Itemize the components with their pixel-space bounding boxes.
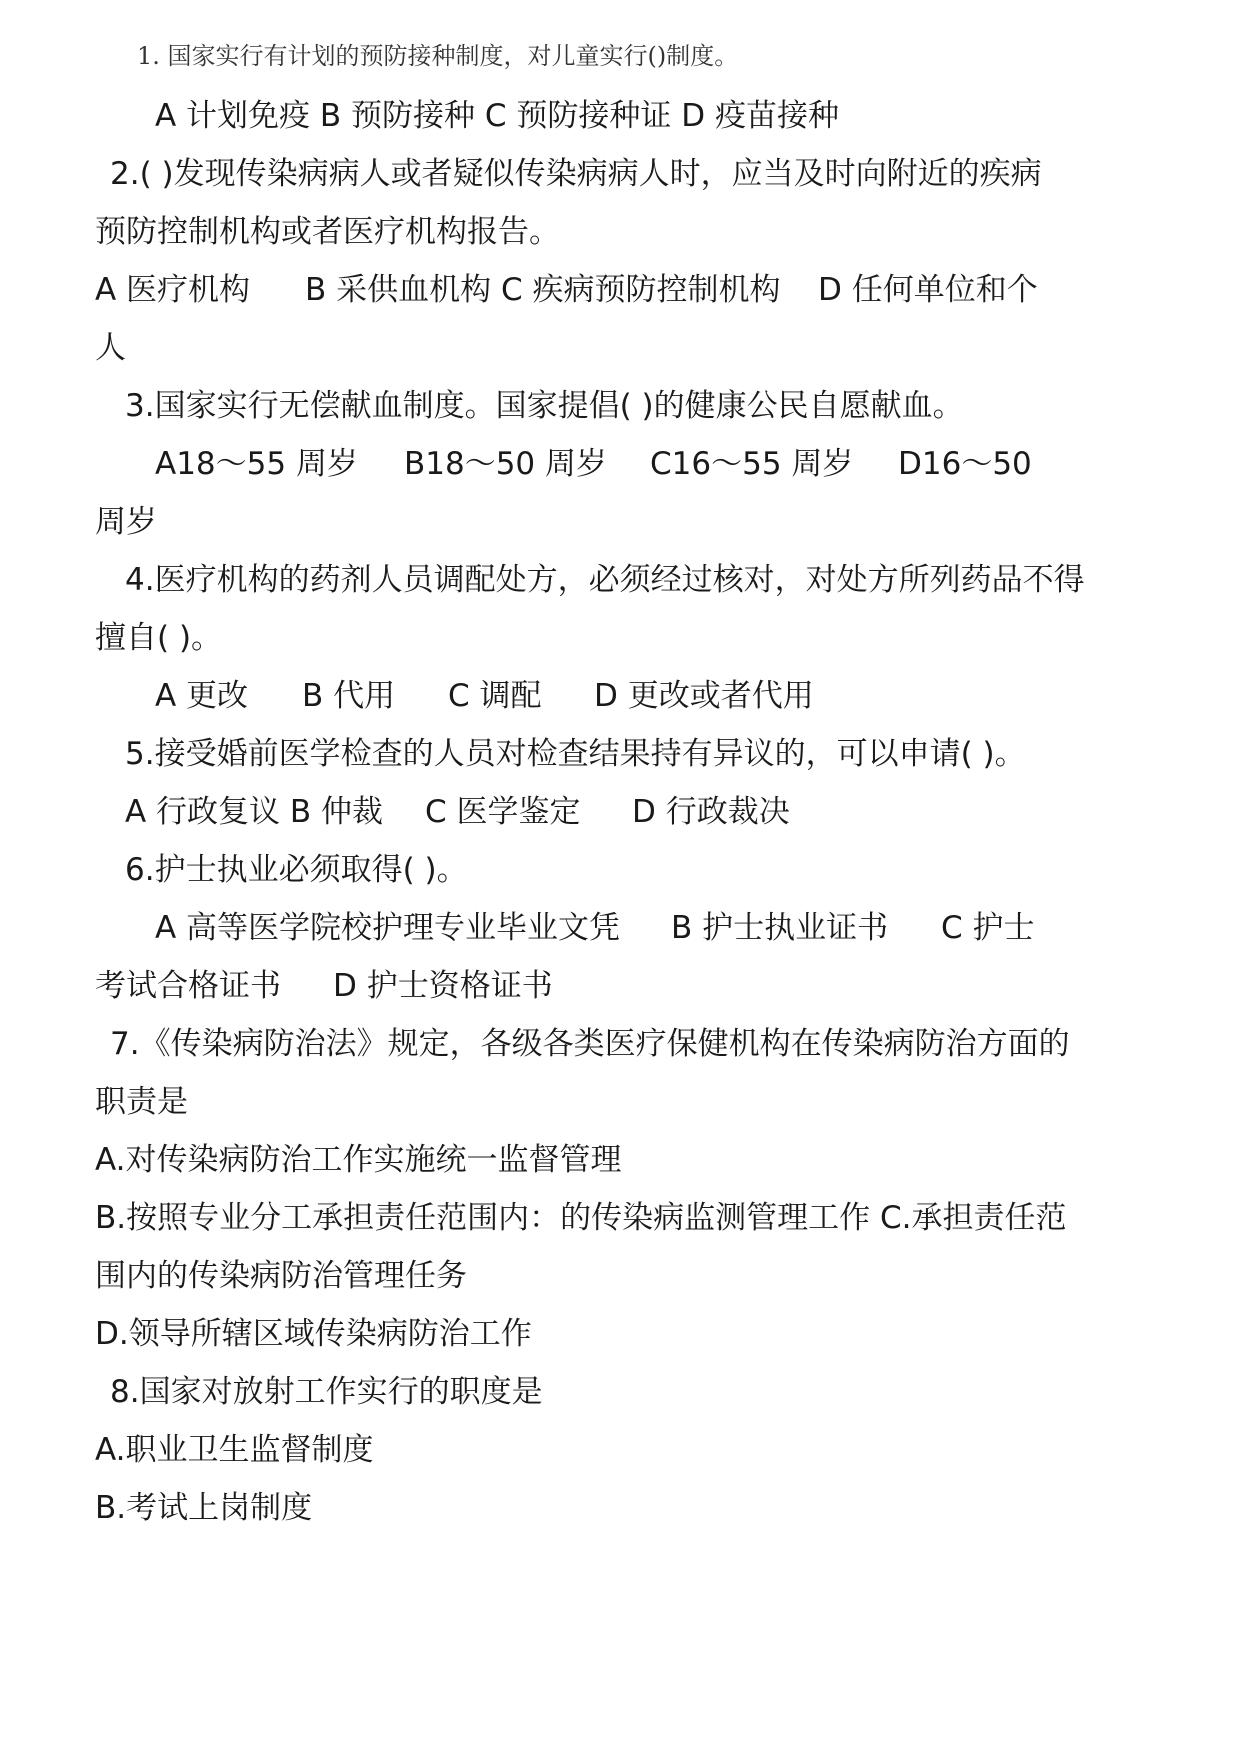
question-8-option-a: A.职业卫生监督制度	[95, 1432, 374, 1468]
question-5-option-a-b: A 行政复议 B 仲裁	[125, 794, 384, 830]
question-6-option-b: B 护士执业证书	[671, 910, 889, 946]
question-7-option-a: A.对传染病防治工作实施统一监督管理	[95, 1142, 622, 1178]
question-7-option-d: D.领导所辖区域传染病防治工作	[95, 1316, 532, 1352]
question-6-option-c: C 护士	[941, 910, 1035, 946]
question-2-stem-line-2: 预防控制机构或者医疗机构报告。	[95, 214, 560, 250]
question-8-option-b: B.考试上岗制度	[95, 1490, 313, 1526]
question-2-option-a: A 医疗机构	[95, 272, 251, 308]
question-7-stem-line-2: 职责是	[95, 1084, 188, 1120]
question-4-option-a: A 更改	[155, 678, 249, 714]
question-3-option-b: B18～50 周岁	[404, 446, 608, 482]
question-2-option-d: D 任何单位和个	[818, 272, 1038, 308]
question-5-stem: 5.接受婚前医学检查的人员对检查结果持有异议的，可以申请( )。	[125, 736, 1026, 772]
question-4-stem-line-1: 4.医疗机构的药剂人员调配处方，必须经过核对，对处方所列药品不得	[125, 562, 1085, 598]
question-2-stem-line-1: 2.( )发现传染病病人或者疑似传染病病人时，应当及时向附近的疾病	[110, 156, 1042, 192]
question-6-option-d: D 护士资格证书	[333, 968, 553, 1004]
question-3-option-d-wrap: 周岁	[95, 504, 157, 540]
question-1-options: A 计划免疫 B 预防接种 C 预防接种证 D 疫苗接种	[155, 98, 839, 134]
question-4-option-c: C 调配	[448, 678, 542, 714]
question-7-option-c-wrap: 围内的传染病防治管理任务	[95, 1258, 467, 1294]
question-3-stem: 3.国家实行无偿献血制度。国家提倡( )的健康公民自愿献血。	[125, 388, 964, 424]
question-7-option-b-c: B.按照专业分工承担责任范围内：的传染病监测管理工作 C.承担责任范	[95, 1200, 1067, 1236]
question-3-option-c: C16～55 周岁	[650, 446, 854, 482]
question-1-stem: 1. 国家实行有计划的预防接种制度，对儿童实行()制度。	[137, 42, 739, 70]
question-7-stem-line-1: 7.《传染病防治法》规定，各级各类医疗保健机构在传染病防治方面的	[110, 1026, 1070, 1062]
question-2-option-d-wrap: 人	[95, 330, 126, 366]
question-4-option-b: B 代用	[302, 678, 396, 714]
question-2-option-b-c: B 采供血机构 C 疾病预防控制机构	[305, 272, 781, 308]
question-4-option-d: D 更改或者代用	[594, 678, 814, 714]
question-8-stem: 8.国家对放射工作实行的职度是	[110, 1374, 543, 1410]
question-4-stem-line-2: 擅自( )。	[95, 620, 223, 656]
question-6-stem: 6.护士执业必须取得( )。	[125, 852, 468, 888]
question-3-option-d: D16～50	[898, 446, 1032, 482]
question-6-option-a: A 高等医学院校护理专业毕业文凭	[155, 910, 621, 946]
question-5-option-d: D 行政裁决	[632, 794, 790, 830]
question-5-option-c: C 医学鉴定	[425, 794, 581, 830]
question-3-option-a: A18～55 周岁	[155, 446, 358, 482]
question-6-option-c-wrap: 考试合格证书	[95, 968, 281, 1004]
